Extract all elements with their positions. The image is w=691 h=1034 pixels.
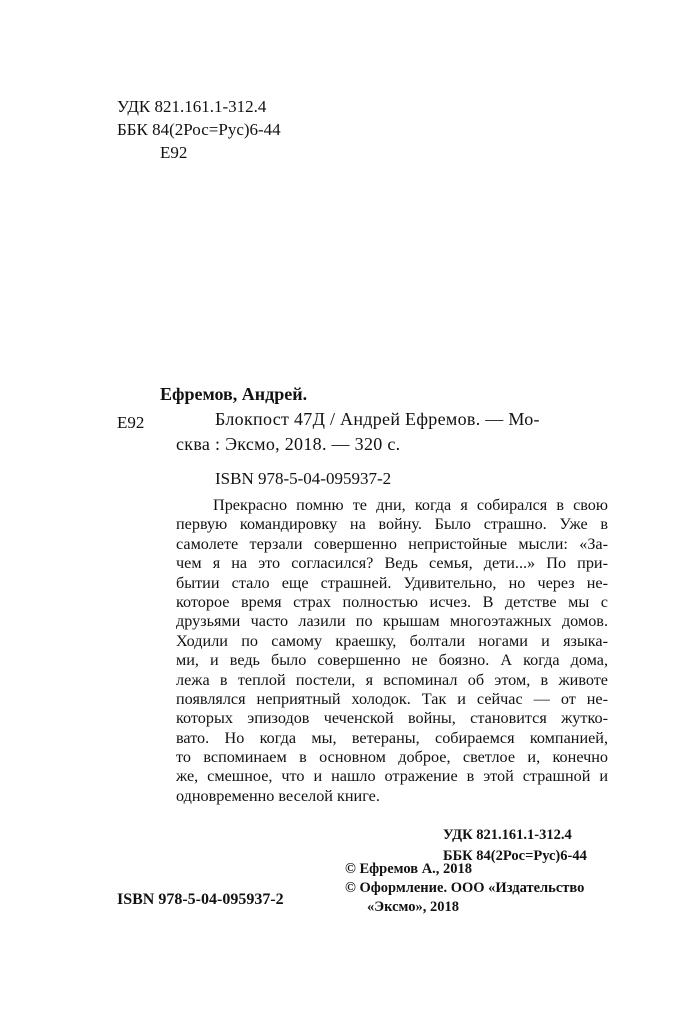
annotation-line: лежа в теплой постели, я вспоминал об этом, в животе — [176, 670, 608, 689]
classification-header — [117, 95, 281, 164]
annotation-line: появлялся неприятный холодок. Так и сейчас — от не- — [176, 689, 608, 708]
footer-isbn: ISBN 978-5-04-095937-2 — [117, 891, 284, 908]
copyright-design: © Оформление. ООО «Издательство — [345, 880, 585, 896]
author-sign: Е92 — [160, 143, 188, 162]
annotation-line: первую командировку на войну. Было страшно. Уже в — [176, 515, 608, 534]
copyright-block — [345, 860, 584, 917]
annotation-line: же, смешное, что и нашло отражение в этой страшной и — [176, 767, 608, 786]
annotation-line: самолете терзали совершенно непристойные мысли: «За- — [176, 534, 608, 553]
record-author: Ефремов, Андрей. — [160, 384, 308, 404]
annotation-line: бытии стало еще страшней. Удивительно, но через не- — [176, 573, 608, 592]
annotation-line: Ходили по самому краешку, болтали ногами и языка- — [176, 631, 608, 650]
annotation-line: которых эпизодов чеченской войны, становится жутко- — [176, 709, 608, 728]
record-title-line-2: сква : Эксмо, 2018. — 320 с. — [176, 434, 401, 454]
udk-code: УДК 821.161.1-312.4 — [117, 97, 267, 116]
annotation-line: Прекрасно помню те дни, когда я собирался в свою — [213, 496, 608, 514]
record-isbn: ISBN 978-5-04-095937-2 — [215, 469, 392, 488]
annotation-line: друзьями часто лазили по крышам многоэтажных домов. — [176, 612, 608, 631]
footer-bbk: ББК 84(2Рос=Рус)6-44 — [443, 848, 587, 864]
copyright-author: © Ефремов А., 2018 — [345, 861, 473, 877]
annotation — [176, 496, 608, 806]
copyright-design-cont: «Эксмо», 2018 — [367, 899, 459, 915]
annotation-line: которое время страх полностью исчез. В детстве мы с — [176, 592, 608, 611]
annotation-line: то вспоминаем в основном доброе, светлое и, конечно — [176, 748, 608, 767]
footer-udk: УДК 821.161.1-312.4 — [443, 827, 572, 843]
annotation-line: одновременно веселой книге. — [176, 786, 380, 805]
annotation-line: чем я на это согласился? Ведь семья, дети...» По при- — [176, 554, 608, 573]
annotation-line: вато. Но когда мы, ветераны, собираемся компанией, — [176, 728, 608, 747]
bbk-code: ББК 84(2Рос=Рус)6-44 — [117, 120, 281, 139]
record-author-sign: Е92 — [117, 413, 145, 432]
record-title-line-1: Блокпост 47Д / Андрей Ефремов. — Мо- — [215, 409, 540, 429]
annotation-line: ми, и ведь было совершенно не боязно. А когда дома, — [176, 651, 608, 670]
